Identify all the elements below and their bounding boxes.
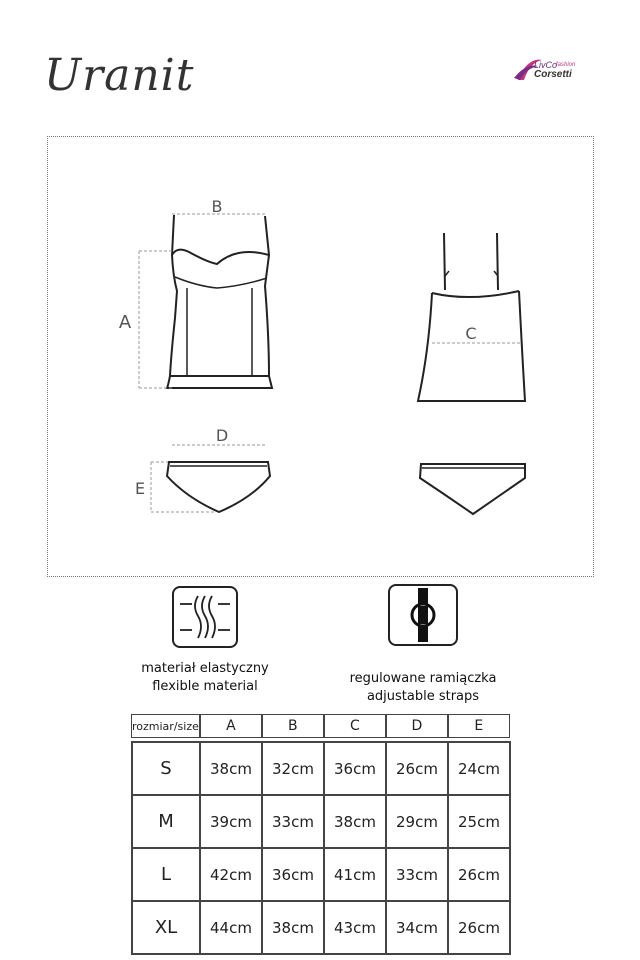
size-cell: L xyxy=(132,848,200,901)
value-cell: 43cm xyxy=(324,901,386,954)
brand-wordmark xyxy=(534,60,576,80)
feature-elastic-en: flexible material xyxy=(152,679,258,694)
feature-elastic-label xyxy=(120,660,290,696)
brand-line1: LivCo xyxy=(534,60,558,70)
label-e: E xyxy=(134,479,146,498)
table-row xyxy=(132,901,510,954)
value-cell: 25cm xyxy=(448,795,510,848)
value-cell: 26cm xyxy=(448,901,510,954)
value-cell: 41cm xyxy=(324,848,386,901)
value-cell: 38cm xyxy=(262,901,324,954)
brand-line2: Corsetti xyxy=(534,69,572,80)
header-c: C xyxy=(324,714,386,738)
feature-straps-pl: regulowane ramiączka xyxy=(349,671,497,686)
size-cell: M xyxy=(132,795,200,848)
value-cell: 24cm xyxy=(448,742,510,795)
garment-diagram xyxy=(47,136,594,577)
value-cell: 42cm xyxy=(200,848,262,901)
table-row xyxy=(132,848,510,901)
table-row xyxy=(132,742,510,795)
elastic-material-icon xyxy=(172,586,238,648)
brand-tagline: fashion xyxy=(556,62,576,68)
value-cell: 38cm xyxy=(200,742,262,795)
label-a: A xyxy=(118,312,132,333)
size-table-header xyxy=(131,714,510,738)
label-c: C xyxy=(465,324,477,343)
header-a: A xyxy=(200,714,262,738)
label-d: D xyxy=(215,426,229,445)
value-cell: 36cm xyxy=(262,848,324,901)
adjustable-strap-icon xyxy=(388,584,458,646)
label-b: B xyxy=(211,197,223,216)
product-title: Uranit xyxy=(44,50,195,101)
feature-elastic-pl: materiał elastyczny xyxy=(141,661,269,676)
value-cell: 29cm xyxy=(386,795,448,848)
camisole-back xyxy=(418,233,525,401)
header-e: E xyxy=(448,714,510,738)
size-cell: S xyxy=(132,742,200,795)
header-b: B xyxy=(262,714,324,738)
value-cell: 38cm xyxy=(324,795,386,848)
header-d: D xyxy=(386,714,448,738)
value-cell: 33cm xyxy=(262,795,324,848)
value-cell: 26cm xyxy=(448,848,510,901)
size-table xyxy=(131,741,511,955)
value-cell: 26cm xyxy=(386,742,448,795)
briefs-back xyxy=(420,464,525,514)
size-cell: XL xyxy=(132,901,200,954)
table-row xyxy=(132,795,510,848)
header-size: rozmiar/size xyxy=(131,714,200,738)
camisole-front xyxy=(167,215,272,388)
value-cell: 32cm xyxy=(262,742,324,795)
value-cell: 44cm xyxy=(200,901,262,954)
value-cell: 33cm xyxy=(386,848,448,901)
value-cell: 34cm xyxy=(386,901,448,954)
value-cell: 39cm xyxy=(200,795,262,848)
feature-straps-label xyxy=(338,670,508,706)
feature-straps-en: adjustable straps xyxy=(366,689,480,704)
value-cell: 36cm xyxy=(324,742,386,795)
briefs-front xyxy=(167,462,270,512)
